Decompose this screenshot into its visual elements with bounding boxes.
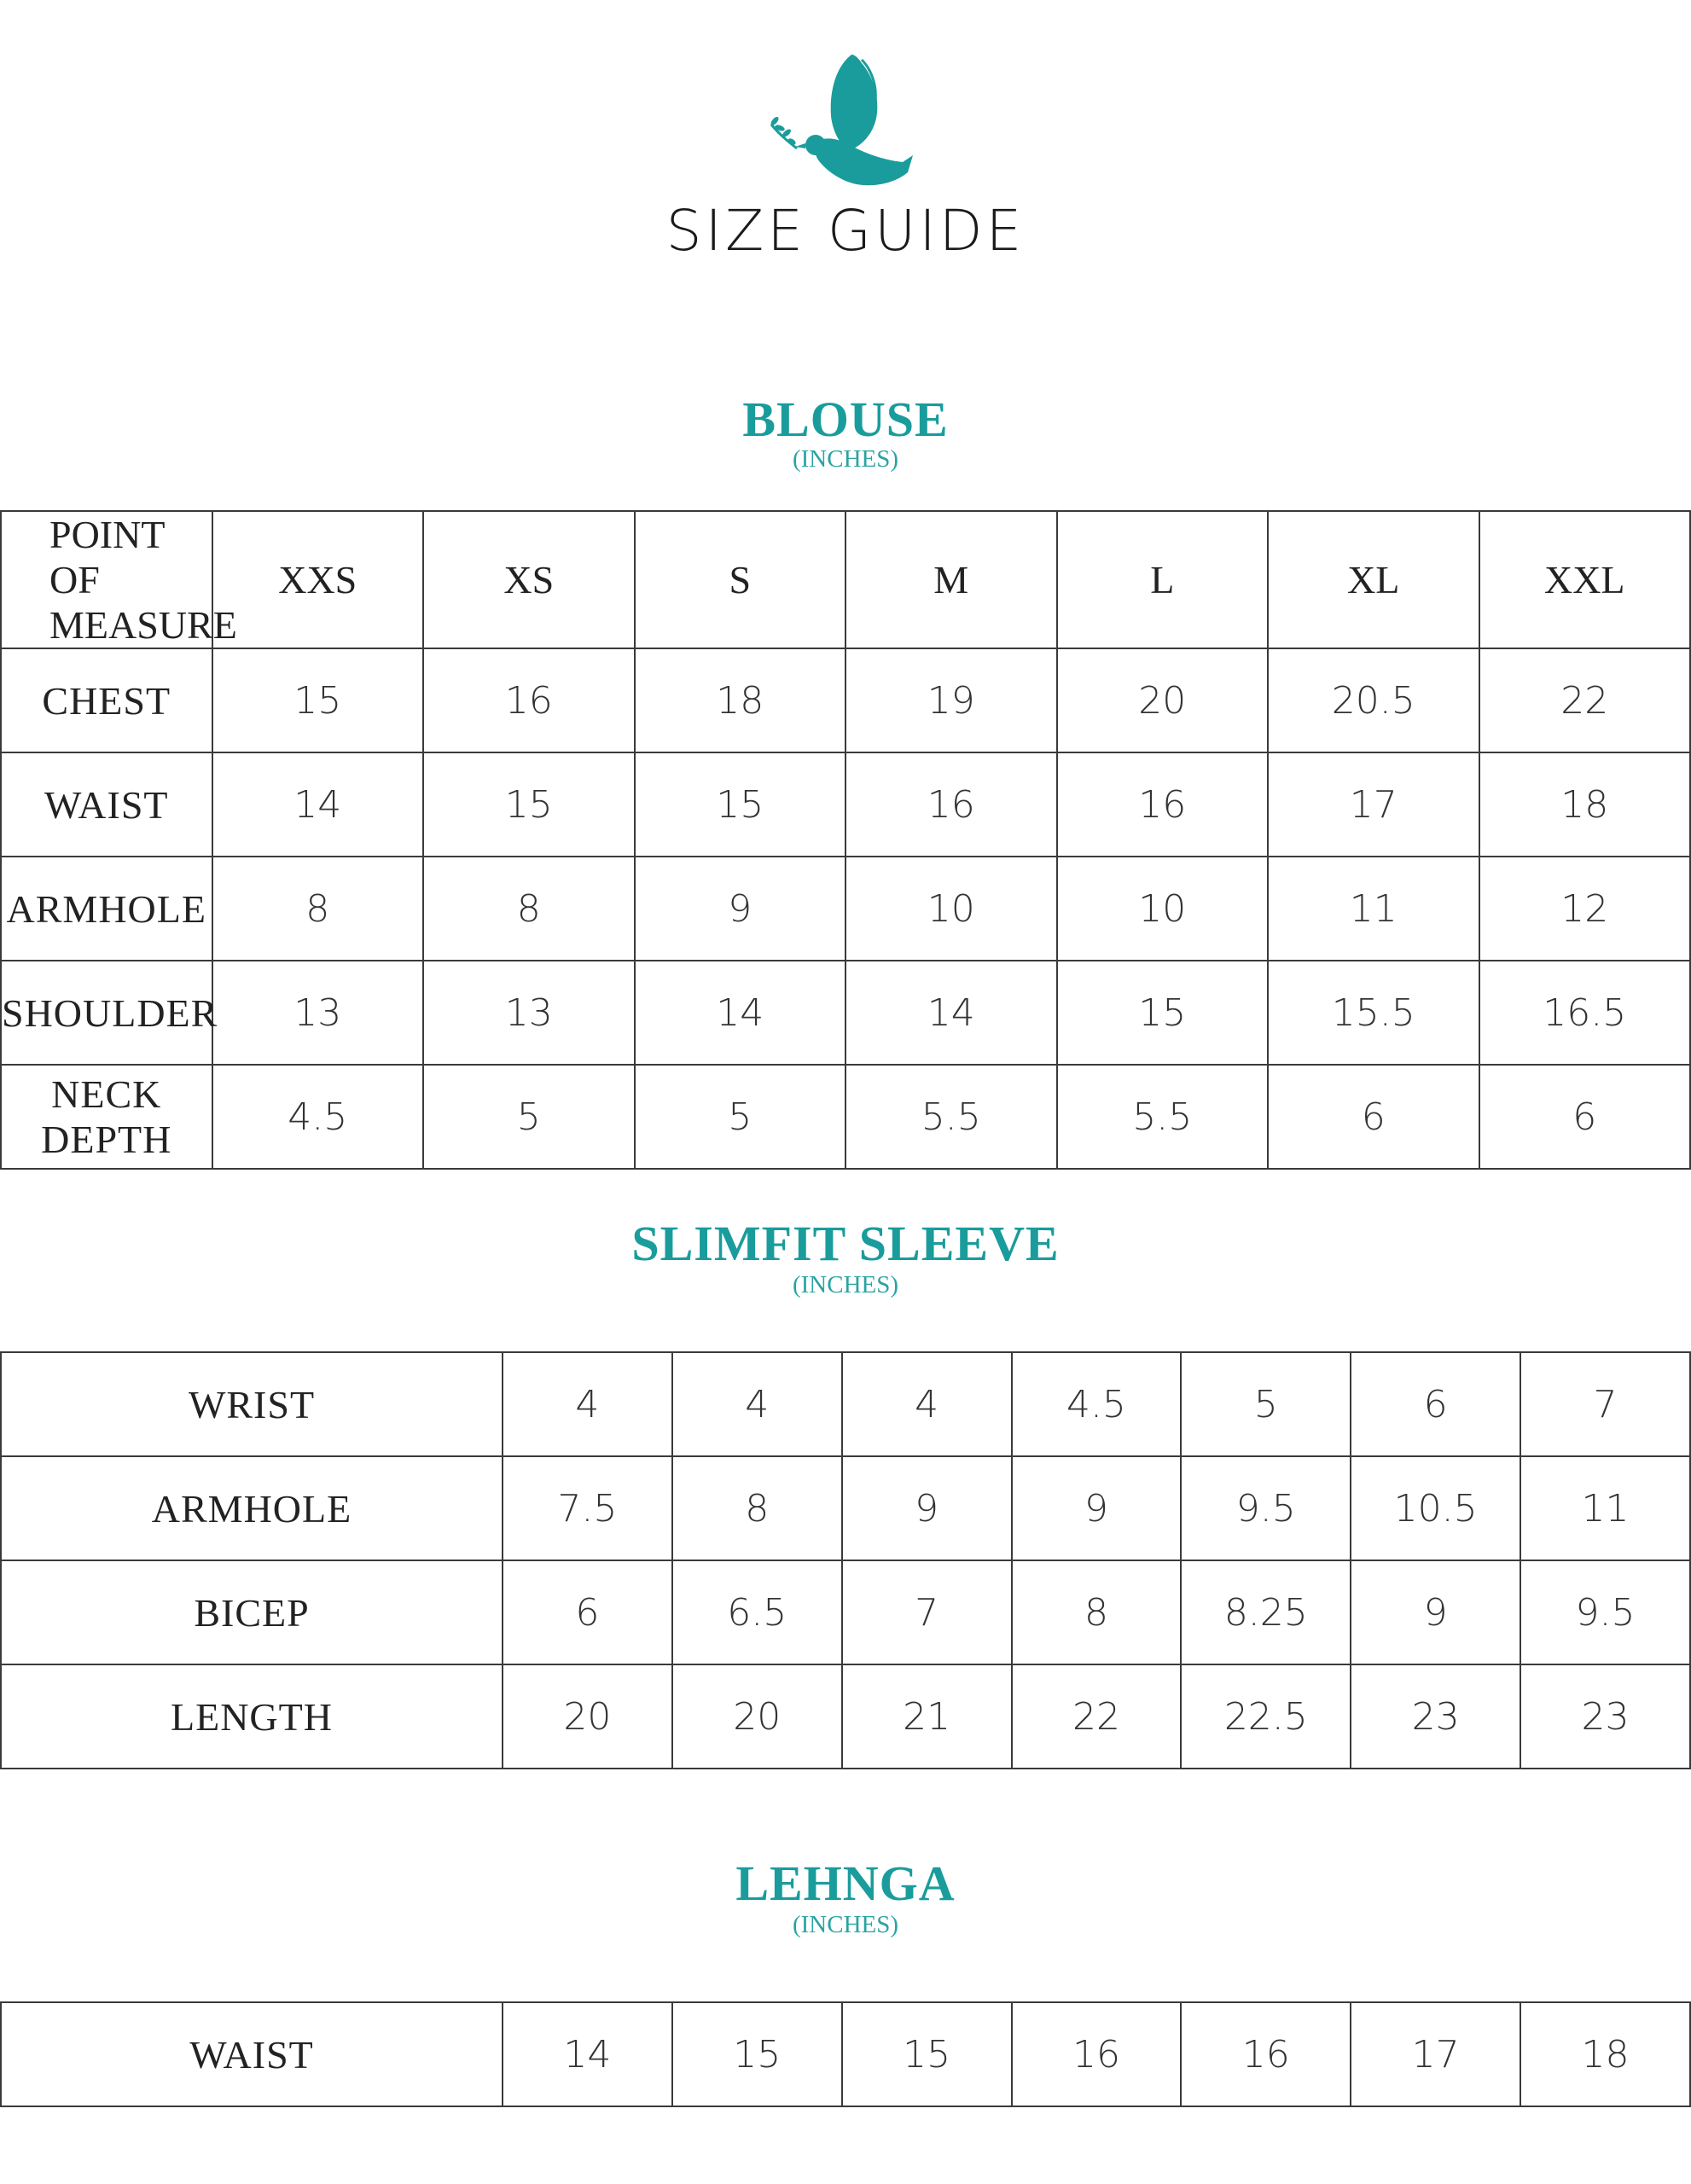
table-cell: 6.5 — [672, 1560, 842, 1664]
table-cell: 9 — [635, 857, 846, 961]
table-cell: 15.5 — [1268, 961, 1479, 1065]
table-cell: 16 — [423, 648, 635, 752]
sleeve-unit-label: (INCHES) — [792, 1271, 899, 1298]
row-label: ARMHOLE — [1, 857, 212, 961]
table-cell: 22 — [1012, 1664, 1182, 1769]
table-cell: 15 — [212, 648, 424, 752]
table-cell: 15 — [672, 2002, 842, 2106]
table-cell: 11 — [1268, 857, 1479, 961]
table-row — [1, 857, 1690, 961]
table-cell: 14 — [635, 961, 846, 1065]
table-cell: 15 — [842, 2002, 1012, 2106]
table-cell: 8.25 — [1181, 1560, 1351, 1664]
table-cell: 17 — [1268, 752, 1479, 857]
table-cell: 7.5 — [503, 1456, 672, 1560]
point-of-measure-header: POINT OF MEASURE — [1, 511, 212, 648]
table-cell: 5.5 — [1057, 1065, 1269, 1169]
row-label: WAIST — [1, 752, 212, 857]
table-cell: 18 — [635, 648, 846, 752]
size-header-xs: XS — [423, 511, 635, 648]
table-cell: 8 — [423, 857, 635, 961]
blouse-size-table — [0, 510, 1691, 1170]
table-cell: 9.5 — [1520, 1560, 1690, 1664]
table-cell: 11 — [1520, 1456, 1690, 1560]
table-row — [1, 961, 1690, 1065]
row-label: WAIST — [1, 2002, 503, 2106]
table-cell: 23 — [1520, 1664, 1690, 1769]
table-cell: 16 — [846, 752, 1057, 857]
size-header-xxs: XXS — [212, 511, 424, 648]
row-label: SHOULDER — [1, 961, 212, 1065]
table-cell: 7 — [842, 1560, 1012, 1664]
page-title: SIZE GUIDE — [665, 198, 1026, 264]
sleeve-section-title: SLIMFIT SLEEVE — [631, 1216, 1060, 1271]
size-header-xxl: XXL — [1479, 511, 1691, 648]
blouse-unit-label: (INCHES) — [792, 445, 899, 473]
blouse-section-title: BLOUSE — [742, 392, 949, 447]
table-cell: 5 — [635, 1065, 846, 1169]
table-header-row — [1, 511, 1690, 648]
table-cell: 22.5 — [1181, 1664, 1351, 1769]
table-cell: 8 — [1012, 1560, 1182, 1664]
table-cell: 13 — [423, 961, 635, 1065]
table-cell: 16.5 — [1479, 961, 1691, 1065]
lehnga-section-title: LEHNGA — [735, 1856, 956, 1911]
row-label: BICEP — [1, 1560, 503, 1664]
table-cell: 16 — [1057, 752, 1269, 857]
table-cell: 5 — [1181, 1352, 1351, 1456]
table-cell: 16 — [1181, 2002, 1351, 2106]
table-cell: 10 — [846, 857, 1057, 961]
lehnga-unit-label: (INCHES) — [792, 1911, 899, 1938]
table-cell: 15 — [1057, 961, 1269, 1065]
table-cell: 10.5 — [1351, 1456, 1520, 1560]
table-cell: 8 — [212, 857, 424, 961]
size-header-s: S — [635, 511, 846, 648]
row-label: WRIST — [1, 1352, 503, 1456]
table-cell: 9.5 — [1181, 1456, 1351, 1560]
table-row — [1, 1352, 1690, 1456]
table-cell: 23 — [1351, 1664, 1520, 1769]
table-cell: 6 — [1479, 1065, 1691, 1169]
table-cell: 4.5 — [212, 1065, 424, 1169]
table-cell: 6 — [503, 1560, 672, 1664]
table-cell: 12 — [1479, 857, 1691, 961]
table-cell: 4 — [842, 1352, 1012, 1456]
row-label: ARMHOLE — [1, 1456, 503, 1560]
dove-icon — [768, 49, 930, 203]
table-row — [1, 2002, 1690, 2106]
table-cell: 15 — [635, 752, 846, 857]
table-cell: 9 — [1351, 1560, 1520, 1664]
table-cell: 21 — [842, 1664, 1012, 1769]
table-cell: 20 — [1057, 648, 1269, 752]
table-cell: 4 — [503, 1352, 672, 1456]
table-cell: 18 — [1520, 2002, 1690, 2106]
table-row — [1, 1664, 1690, 1769]
table-row — [1, 1456, 1690, 1560]
table-cell: 6 — [1351, 1352, 1520, 1456]
table-row — [1, 752, 1690, 857]
table-cell: 14 — [503, 2002, 672, 2106]
table-cell: 5.5 — [846, 1065, 1057, 1169]
row-label: NECK DEPTH — [1, 1065, 212, 1169]
table-cell: 16 — [1012, 2002, 1182, 2106]
table-cell: 22 — [1479, 648, 1691, 752]
table-cell: 19 — [846, 648, 1057, 752]
row-label: LENGTH — [1, 1664, 503, 1769]
table-cell: 6 — [1268, 1065, 1479, 1169]
size-header-xl: XL — [1268, 511, 1479, 648]
table-cell: 18 — [1479, 752, 1691, 857]
table-cell: 9 — [1012, 1456, 1182, 1560]
table-cell: 4.5 — [1012, 1352, 1182, 1456]
table-cell: 8 — [672, 1456, 842, 1560]
table-cell: 17 — [1351, 2002, 1520, 2106]
table-cell: 15 — [423, 752, 635, 857]
sleeve-size-table — [0, 1351, 1691, 1769]
table-cell: 14 — [212, 752, 424, 857]
table-cell: 20 — [672, 1664, 842, 1769]
table-cell: 13 — [212, 961, 424, 1065]
row-label: CHEST — [1, 648, 212, 752]
table-cell: 5 — [423, 1065, 635, 1169]
size-header-m: M — [846, 511, 1057, 648]
table-cell: 9 — [842, 1456, 1012, 1560]
table-cell: 10 — [1057, 857, 1269, 961]
table-cell: 7 — [1520, 1352, 1690, 1456]
table-cell: 4 — [672, 1352, 842, 1456]
table-cell: 20 — [503, 1664, 672, 1769]
table-cell: 20.5 — [1268, 648, 1479, 752]
table-row — [1, 1065, 1690, 1169]
table-row — [1, 648, 1690, 752]
size-header-l: L — [1057, 511, 1269, 648]
lehnga-size-table — [0, 2001, 1691, 2107]
table-row — [1, 1560, 1690, 1664]
table-cell: 14 — [846, 961, 1057, 1065]
